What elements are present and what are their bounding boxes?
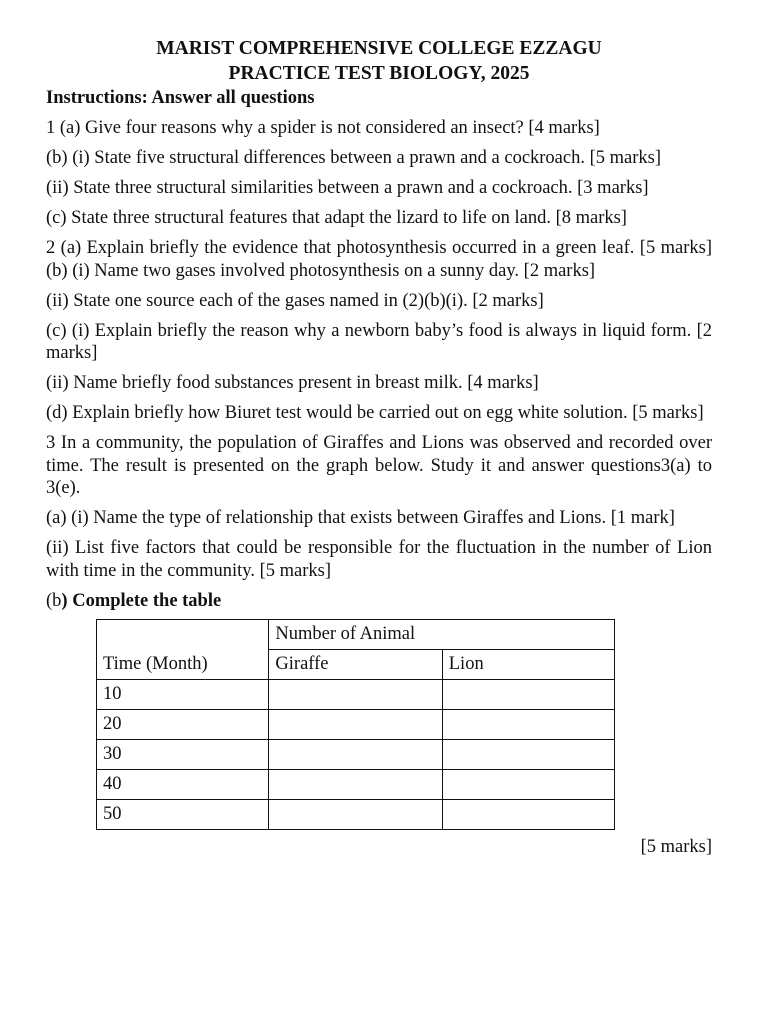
table-row	[97, 680, 615, 710]
test-title: PRACTICE TEST BIOLOGY, 2025	[228, 63, 530, 84]
question-1a: 1 (a) Give four reasons why a spider is not considered an insect? [4 marks]	[46, 118, 600, 138]
giraffe-cell[interactable]	[269, 710, 442, 740]
question-2d: (d) Explain briefly how Biuret test would be carried out on egg white solution. [5 marks]	[46, 403, 704, 423]
question-3-intro: 3 In a community, the population of Giraffes and Lions was observed and recorded over time. The result is presented on the graph below. Study it and answer questions3(a) to 3(e).	[46, 433, 712, 498]
document-header	[46, 36, 712, 86]
giraffe-header-cell	[269, 650, 442, 680]
table-row	[97, 770, 615, 800]
lion-cell[interactable]	[442, 740, 614, 770]
time-cell: 30	[97, 740, 269, 770]
question-2c-i: (c) (i) Explain briefly the reason why a newborn baby’s food is always in liquid form. [2 marks]	[46, 320, 712, 363]
question-3b-prefix: (b	[46, 590, 62, 611]
lion-cell[interactable]	[442, 680, 614, 710]
instructions: Instructions: Answer all questions	[46, 88, 315, 108]
table-header-row-1	[97, 620, 615, 650]
giraffe-cell[interactable]	[269, 770, 442, 800]
time-header-cell	[97, 620, 269, 680]
question-2b-ii: (ii) State one source each of the gases named in (2)(b)(i). [2 marks]	[46, 290, 544, 311]
question-1b-ii: (ii) State three structural similarities between a prawn and a cockroach. [3 marks]	[46, 178, 649, 198]
question-3b-instruction: ) Complete the table	[61, 590, 222, 611]
lion-header: Lion	[448, 654, 484, 674]
question-3a-ii: (ii) List five factors that could be responsible for the fluctuation in the number of Lion with time in the community. [5 marks]	[46, 538, 712, 581]
time-header: Time (Month)	[103, 654, 208, 674]
number-of-animal-header-cell	[269, 620, 615, 650]
school-name: MARIST COMPREHENSIVE COLLEGE EZZAGU	[156, 38, 602, 59]
time-cell: 10	[97, 680, 269, 710]
time-cell: 40	[97, 770, 269, 800]
number-of-animal-header: Number of Animal	[275, 624, 416, 644]
question-2c-ii: (ii) Name briefly food substances present in breast milk. [4 marks]	[46, 373, 539, 393]
time-cell: 50	[97, 800, 269, 830]
question-3b-heading	[46, 590, 712, 613]
lion-cell[interactable]	[442, 800, 614, 830]
question-1c: (c) State three structural features that adapt the lizard to life on land. [8 marks]	[46, 208, 627, 228]
table-row	[97, 740, 615, 770]
question-1b-i: (b) (i) State five structural differences between a prawn and a cockroach. [5 marks]	[46, 148, 662, 168]
giraffe-cell[interactable]	[269, 680, 442, 710]
population-table	[96, 619, 615, 830]
table-row	[97, 800, 615, 830]
giraffe-cell[interactable]	[269, 800, 442, 830]
giraffe-header: Giraffe	[275, 654, 329, 674]
lion-header-cell	[442, 650, 614, 680]
giraffe-cell[interactable]	[269, 740, 442, 770]
lion-cell[interactable]	[442, 710, 614, 740]
table-marks: [5 marks]	[640, 837, 712, 857]
question-3a-i: (a) (i) Name the type of relationship that exists between Giraffes and Lions. [1 mark]	[46, 508, 675, 528]
table-row	[97, 710, 615, 740]
time-cell: 20	[97, 710, 269, 740]
question-2a-2b-i: 2 (a) Explain briefly the evidence that photosynthesis occurred in a green leaf. [5 marks] (b) (i) Name two gases involved photosynthesis on a sunny day. [2 marks]	[46, 238, 712, 281]
lion-cell[interactable]	[442, 770, 614, 800]
